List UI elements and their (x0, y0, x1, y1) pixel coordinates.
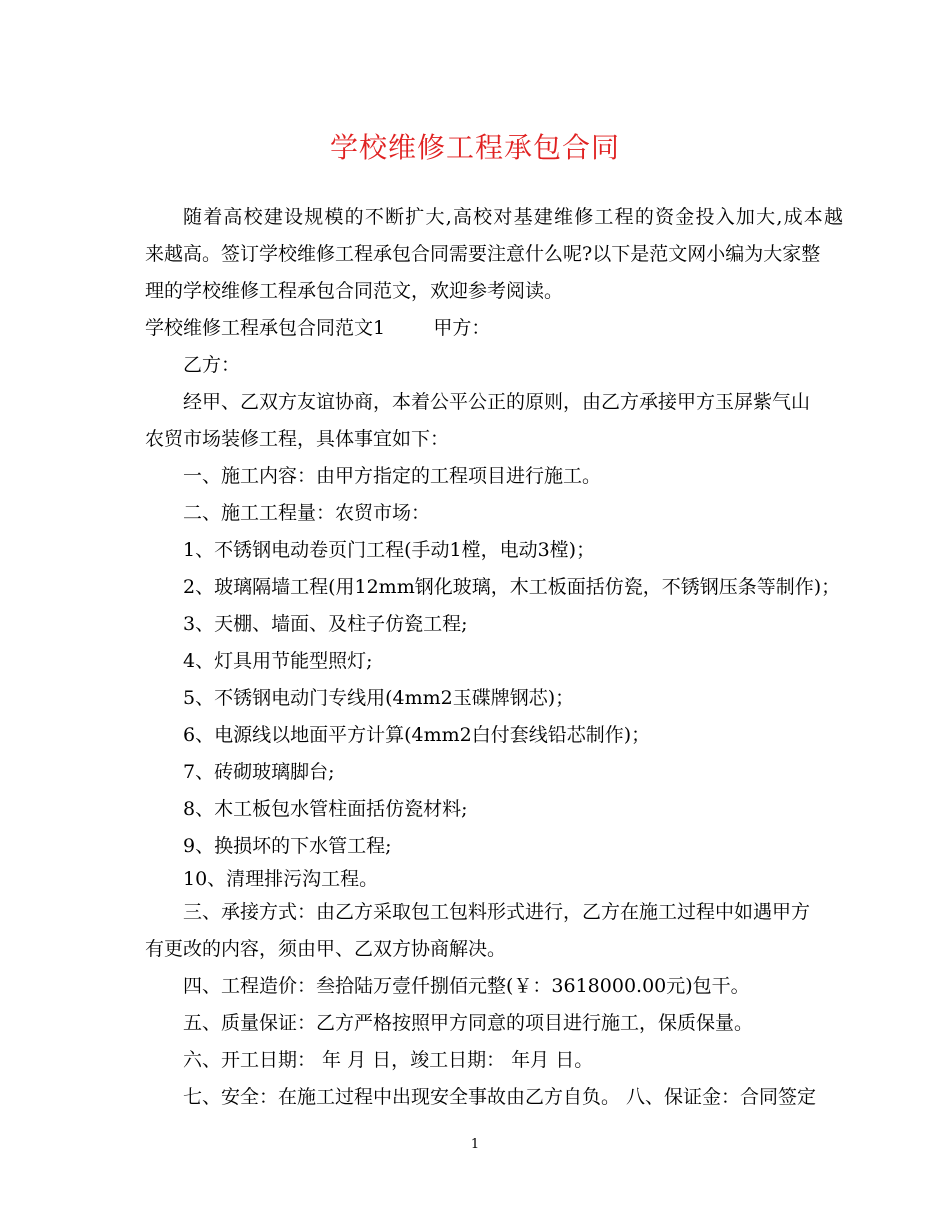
clause-line: 二、施工工程量：农贸市场： (183, 502, 431, 524)
paragraph-line: 随着高校建设规模的不断扩大,高校对基建维修工程的资金投入加大,成本越 (183, 206, 843, 228)
clause-line: 六、开工日期： 年 月 日，竣工日期： 年月 日。 (183, 1049, 594, 1071)
list-item: 4、灯具用节能型照灯; (183, 650, 373, 672)
clause-line: 四、工程造价：叁拾陆万壹仟捌佰元整(￥：3618000.00元)包干。 (183, 975, 750, 997)
clause-line: 七、安全：在施工过程中出现安全事故由乙方自负。 八、保证金：合同签定 (183, 1086, 817, 1108)
clause-line: 三、承接方式：由乙方采取包工包料形式进行，乙方在施工过程中如遇甲方 (183, 901, 811, 923)
list-item: 1、不锈钢电动卷页门工程(手动1樘，电动3樘)； (183, 539, 596, 561)
list-item: 3、天棚、墙面、及柱子仿瓷工程; (183, 613, 468, 635)
page-number: 1 (470, 1137, 480, 1152)
document-title: 学校维修工程承包合同 (329, 131, 620, 164)
list-item: 5、不锈钢电动门专线用(4mm2玉碟牌钢芯)； (183, 687, 575, 709)
list-item: 2、玻璃隔墙工程(用12mm钢化玻璃，木工板面括仿瓷，不锈钢压条等制作)； (183, 576, 841, 598)
paragraph-line: 经甲、乙双方友谊协商，本着公平公正的原则，由乙方承接甲方玉屏紫气山 (183, 391, 811, 413)
paragraph-line: 理的学校维修工程承包合同范文，欢迎参考阅读。 (145, 280, 564, 302)
list-item: 6、电源线以地面平方计算(4mm2白付套线铅芯制作)； (183, 724, 651, 746)
paragraph-line: 农贸市场装修工程，具体事宜如下： (145, 428, 450, 450)
paragraph-line: 来越高。签订学校维修工程承包合同需要注意什么呢?以下是范文网小编为大家整 (145, 243, 821, 265)
list-item: 7、砖砌玻璃脚台; (183, 761, 335, 783)
clause-line: 一、施工内容：由甲方指定的工程项目进行施工。 (183, 465, 602, 487)
list-item: 8、木工板包水管柱面括仿瓷材料; (183, 798, 468, 820)
paragraph-line: 学校维修工程承包合同范文1 甲方： (145, 317, 491, 339)
paragraph-line: 有更改的内容，须由甲、乙双方协商解决。 (145, 938, 507, 960)
party-b-line: 乙方： (183, 354, 241, 376)
list-item: 9、换损坏的下水管工程; (183, 835, 392, 857)
list-item: 10、清理排污沟工程。 (183, 868, 379, 890)
clause-line: 五、质量保证：乙方严格按照甲方同意的项目进行施工，保质保量。 (183, 1012, 754, 1034)
